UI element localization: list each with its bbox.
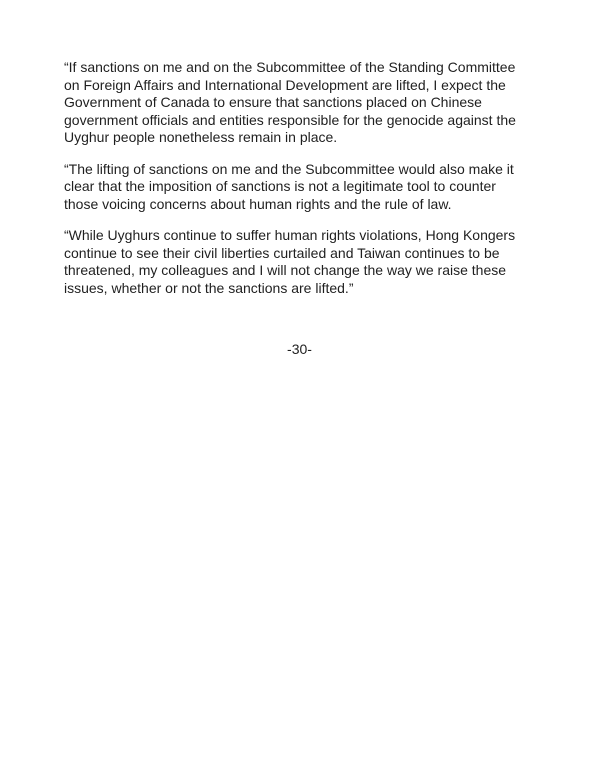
paragraph-3: “While Uyghurs continue to suffer human rights violations, Hong Kongers continue to see their civil liberties curtailed and Taiwan continues to be threatened, my colleagues and I will not change the way we raise these issues, whether or not the sanctions are lifted.”: [64, 227, 516, 296]
body-text: [64, 59, 526, 311]
paragraph-1: “If sanctions on me and on the Subcommittee of the Standing Committee on Foreign Affairs and International Development are lifted, I expect the Government of Canada to ensure that sanctions placed on Chinese government officials and entities responsible for the genocide against the Uyghur people nonetheless remain in place.: [64, 59, 516, 145]
paragraph-2: “The lifting of sanctions on me and the Subcommittee would also make it clear that the imposition of sanctions is not a legitimate tool to counter those voicing concerns about human rights and the rule of law.: [64, 160, 514, 212]
page-number: -30-: [287, 341, 312, 357]
